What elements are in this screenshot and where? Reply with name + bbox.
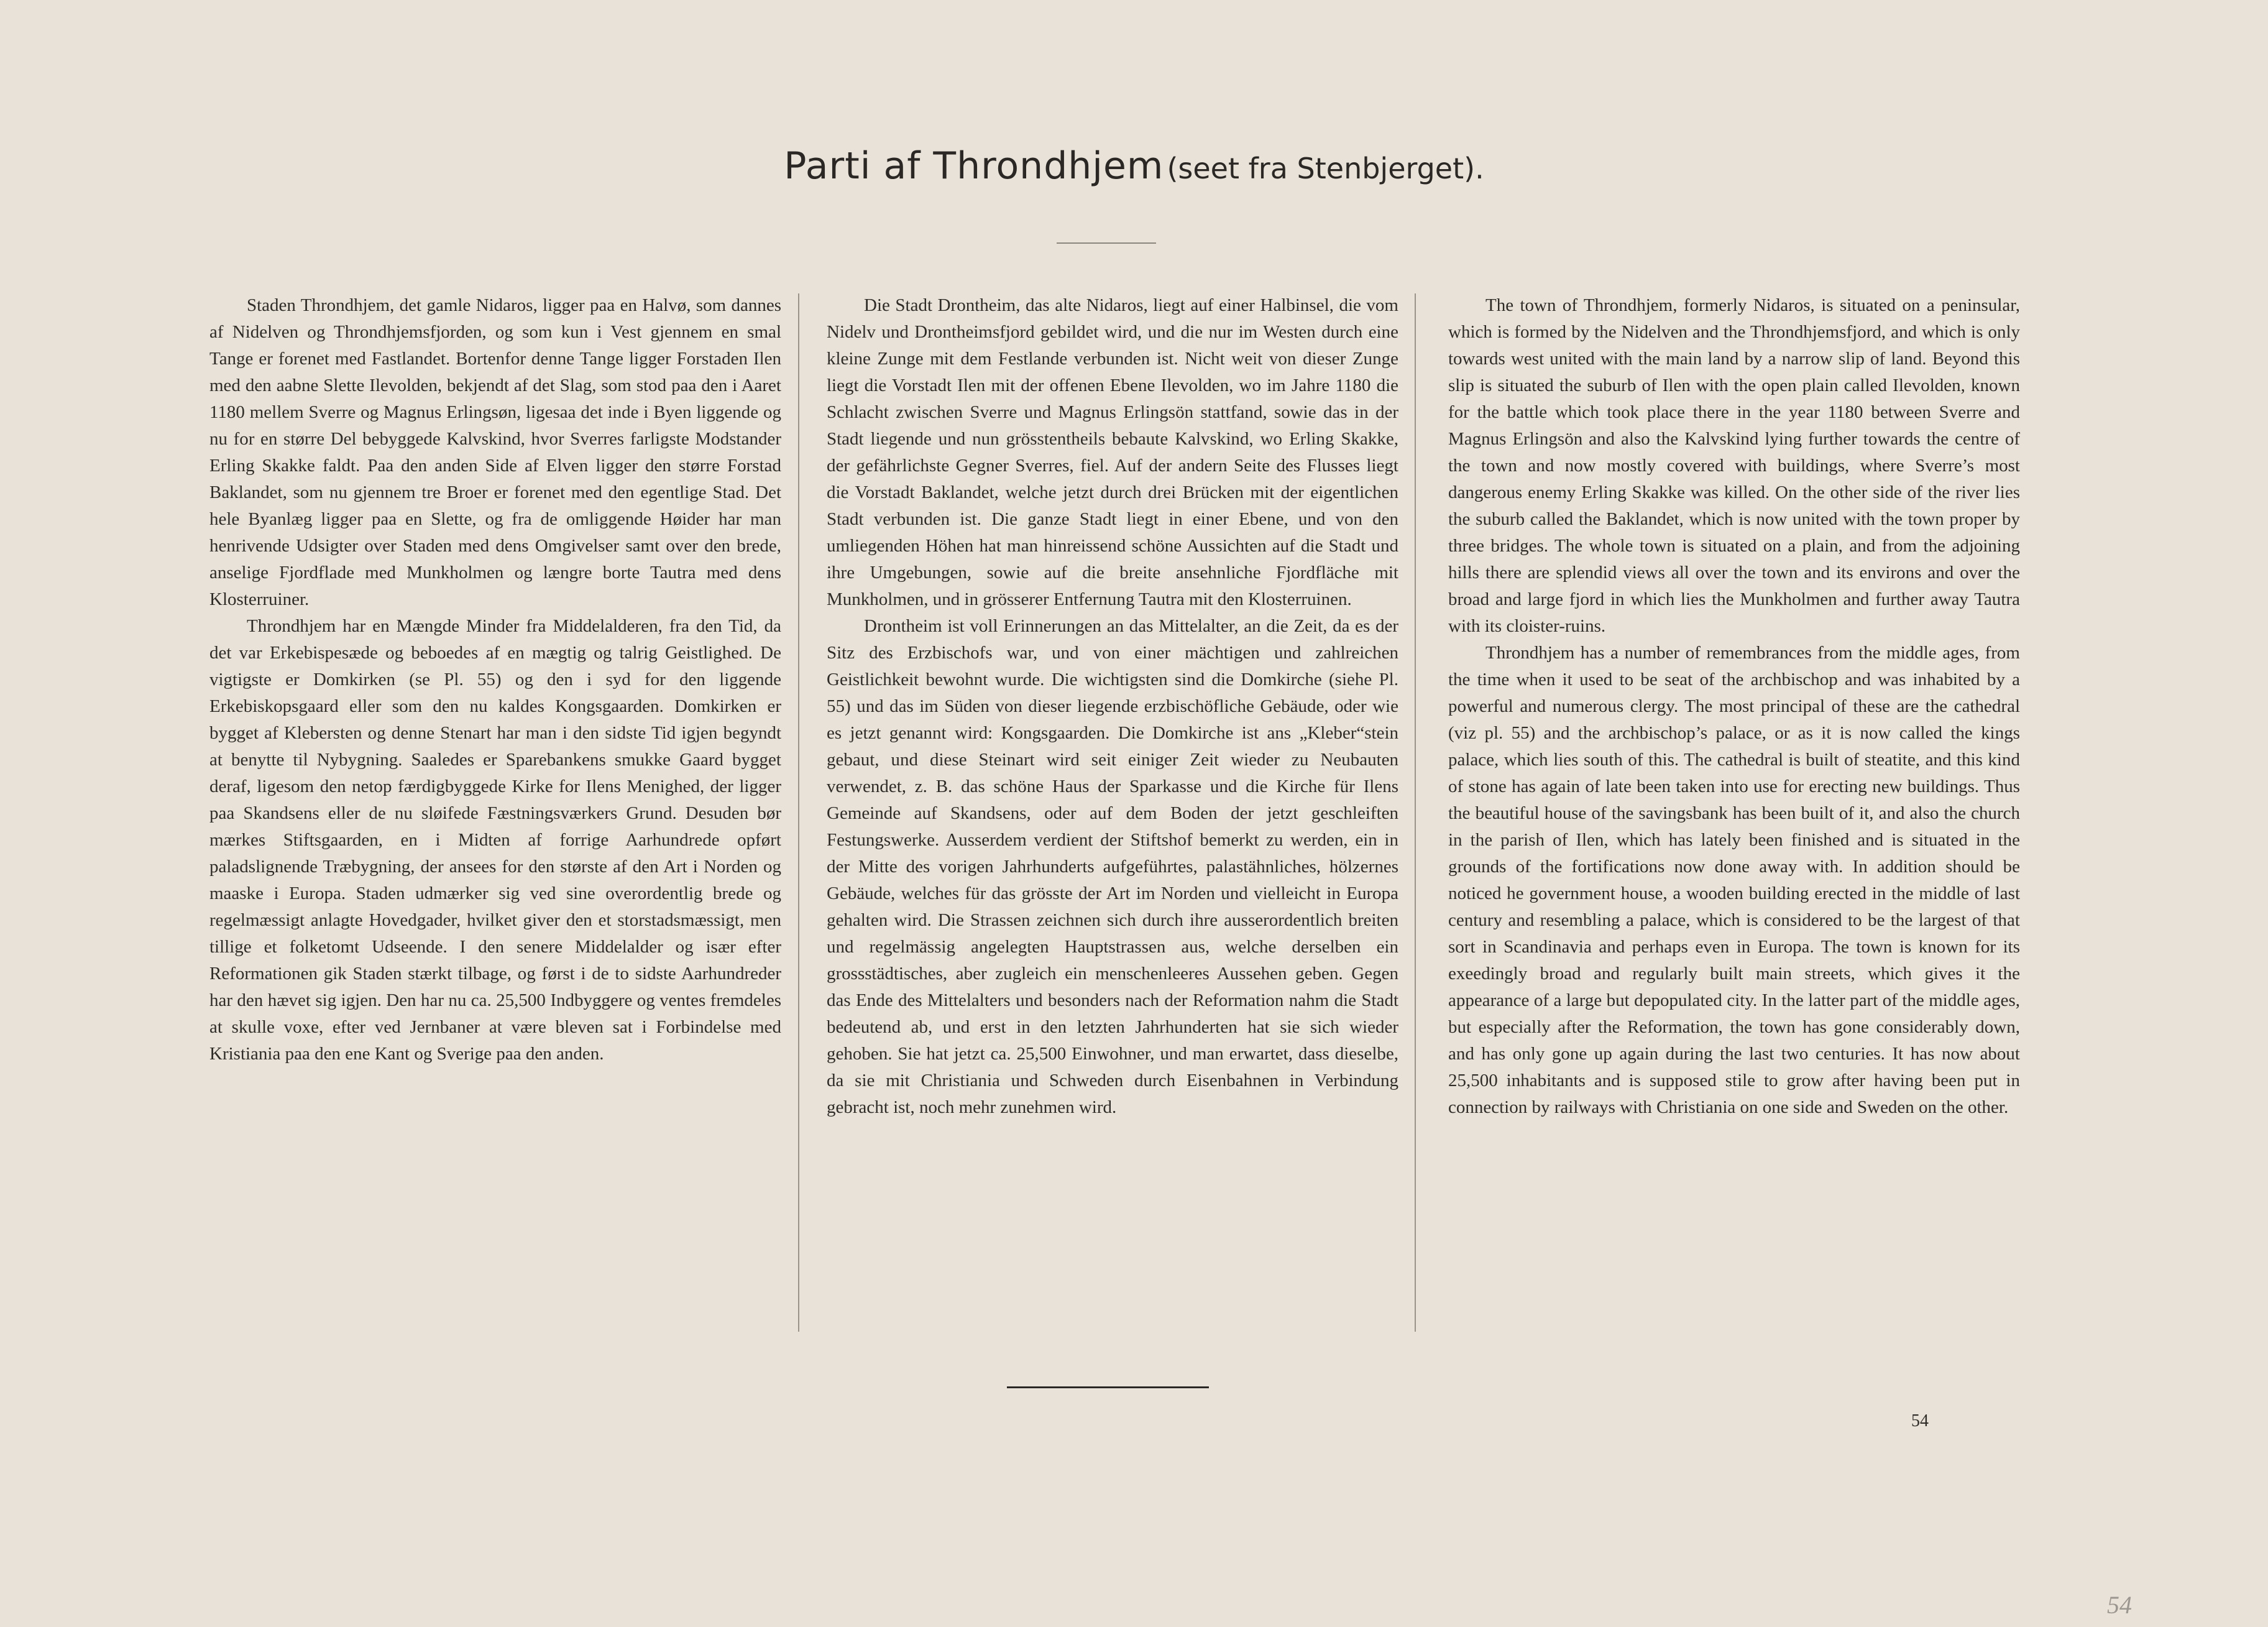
- title-main: Parti af Throndhjem: [784, 144, 1164, 188]
- german-paragraph-2: Drontheim ist voll Erinnerungen an das Mittelalter, an die Zeit, da es der Sitz des Erzbischofs war, und von einer mächtigen und zahlreichen Geistlichkeit bewohnt wurde. Die wichtigsten sind die Domkirche (siehe Pl. 55) und das im Süden von dieser liegende erzbischöfliche Gebäude, oder wie es jetzt genannt wird: Kongsgaarden. Die Domkirche ist ans „Kleber“stein gebaut, und diese Steinart wird seit einiger Zeit wieder zu Neubauten verwendet, z. B. das schöne Haus der Sparkasse und die Kirche für Ilens Gemeinde auf Skandsens, oder auf dem Boden der jetzt geschleiften Festungswerke. Ausserdem verdient der Stiftshof bemerkt zu werden, ein in der Mitte des vorigen Jahrhunderts aufgeführtes, palastähnliches, hölzernes Gebäude, welches für das grösste der Art im Norden und vielleicht in Europa gehalten wird. Die Strassen zeichnen sich durch ihre ausserordentlich breiten und regelmässig angelegten Hauptstrassen aus, welche derselben ein grossstädtisches, aber zugleich ein menschenleeres Aussehen geben. Gegen das Ende des Mittelalters und besonders nach der Reformation nahm die Stadt bedeutend ab, und erst in den letzten Jahrhunderten hat sie sich wieder gehoben. Sie hat jetzt ca. 25,500 Einwohner, und man erwartet, dass dieselbe, da sie mit Christiania und Schweden durch Eisenbahnen in Verbindung gebracht ist, noch mehr zunehmen wird.: [827, 616, 1398, 1117]
- column-divider-1: [798, 293, 799, 1332]
- danish-paragraph-2: Throndhjem har en Mængde Minder fra Middelalderen, fra den Tid, da det var Erkebispesæde og beboedes af en mægtig og talrig Geistlighed. De vigtigste er Domkirken (se Pl. 55) og den i syd for den liggende Erkebiskopsgaard eller som den nu kaldes Kongsgaarden. Domkirken er bygget af Klebersten og denne Stenart har man i den sidste Tid igjen begyndt at benytte til Nybygning. Saaledes er Sparebankens smukke Gaard bygget deraf, ligesom den netop færdigbyggede Kirke for Ilens Menighed, der ligger paa Skandsens eller de nu sløifede Fæstningsværkers Grund. Desuden bør mærkes Stiftsgaarden, en i Midten af forrige Aarhundrede opført paladslignende Træbygning, der ansees for den største af den Art i Norden og maaske i Europa. Staden udmærker sig ved sine overordentlig brede og regelmæssigt anlagte Hovedgader, hvilket giver den et storstadsmæssigt, men tillige et folketomt Udseende. I den senere Middelalder og især efter Reformationen gik Staden stærkt tilbage, og først i de to sidste Aarhundreder har den hævet sig igjen. Den har nu ca. 25,500 Indbyggere og ventes fremdeles at skulle voxe, efter ved Jernbaner at være bleven sat i Forbindelse med Kristiania paa den ene Kant og Sverige paa den anden.: [209, 616, 781, 1064]
- english-paragraph-1: The town of Throndhjem, formerly Nidaros, is situated on a peninsular, which is formed by the Nidelven and the Throndhjemsfjord, and which is only towards west united with the main land by a narrow slip of land. Beyond this slip is situated the suburb of Ilen with the open plain called Ilevolden, known for the battle which took place there in the year 1180 between Sverre and Magnus Erlingsön and also the Kalvskind lying further towards the centre of the town and now mostly covered with buildings, where Sverre’s most dangerous enemy Erling Skakke was killed. On the other side of the river lies the suburb called the Baklandet, which is now united with the town proper by three bridges. The whole town is situated on a plain, and from the adjoining hills there are splendid views all over the town and its environs and over the broad and large fjord in which lies the Munkholmen and further away Tautra with its cloister-ruins.: [1448, 295, 2020, 636]
- english-column: [1448, 292, 2020, 1121]
- column-divider-2: [1415, 293, 1416, 1332]
- german-paragraph-1: Die Stadt Drontheim, das alte Nidaros, liegt auf einer Halbinsel, die vom Nidelv und Drontheimsfjord gebildet wird, und die nur im Westen durch eine kleine Zunge mit dem Festlande verbunden ist. Nicht weit von dieser Zunge liegt die Vorstadt Ilen mit der offenen Ebene Ilevolden, wo im Jahre 1180 die Schlacht zwischen Sverre und Magnus Erlingsön stattfand, sowie das in der Stadt liegende und nun grösstentheils bebaute Kalvskind, wo Erling Skakke, der gefährlichste Gegner Sverres, fiel. Auf der andern Seite des Flusses liegt die Vorstadt Baklandet, welche jetzt durch drei Brücken mit der eigentlichen Stadt verbunden ist. Die ganze Stadt liegt in einer Ebene, und von den umliegenden Höhen hat man hinreissend schöne Aussichten auf die Stadt und ihre Umgebungen, sowie auf die breite ansehnliche Fjordfläche mit Munkholmen, und in grösserer Entfernung Tautra mit den Klosterruinen.: [827, 295, 1398, 609]
- danish-column: [209, 292, 781, 1067]
- title-sub: (seet fra Stenbjerget).: [1167, 152, 1484, 185]
- title-rule: [1057, 242, 1156, 244]
- page-number: 54: [1911, 1411, 1929, 1431]
- danish-paragraph-1: Staden Throndhjem, det gamle Nidaros, ligger paa en Halvø, som dannes af Nidelven og Throndhjemsfjorden, og som kun i Vest gjennem en smal Tange er forenet med Fastlandet. Bortenfor denne Tange ligger Forstaden Ilen med den aabne Slette Ilevolden, bekjendt af det Slag, som stod paa den i Aaret 1180 mellem Sverre og Magnus Erlingsøn, ligesaa det inde i Byen liggende og nu for en større Del bebyggede Kalvskind, hvor Sverres farligste Modstander Erling Skakke faldt. Paa den anden Side af Elven ligger den større Forstad Baklandet, som nu gjennem tre Broer er forenet med den egentlige Stad. Det hele Byanlæg ligger paa en Slette, og fra de omliggende Høider har man henrivende Udsigter over Staden med dens Omgivelser samt over den brede, anselige Fjordflade med Munkholmen og længre borte Tautra med dens Klosterruiner.: [209, 295, 781, 609]
- german-column: [827, 292, 1398, 1121]
- pencil-annotation: 54: [2107, 1591, 2132, 1619]
- bottom-rule: [1007, 1386, 1209, 1388]
- english-paragraph-2: Throndhjem has a number of remembrances from the middle ages, from the time when it used to be seat of the archbischop and was inhabited by a powerful and numerous clergy. The most principal of these are the cathedral (viz pl. 55) and the archbischop’s palace, or as it is now called the kings palace, which lies south of this. The cathedral is built of steatite, and this kind of stone has again of late been taken into use for erecting new buildings. Thus the beautiful house of the savingsbank has been built of it, and also the church in the parish of Ilen, which has lately been finished and is situated in the grounds of the fortifications now done away with. In addition should be noticed he government house, a wooden building erected in the middle of last century and resembling a palace, which is considered to be the largest of that sort in Scandinavia and perhaps even in Europa. The town is known for its exeedingly broad and regularly built main streets, which gives it the appearance of a large but depopulated city. In the latter part of the middle ages, but especially after the Reformation, the town has gone considerably down, and has only gone up again during the last two centuries. It has now about 25,500 inhabitants and is supposed stile to grow after having been put in connection by railways with Christiania on one side and Sweden on the other.: [1448, 643, 2020, 1117]
- page-title: [0, 144, 2268, 188]
